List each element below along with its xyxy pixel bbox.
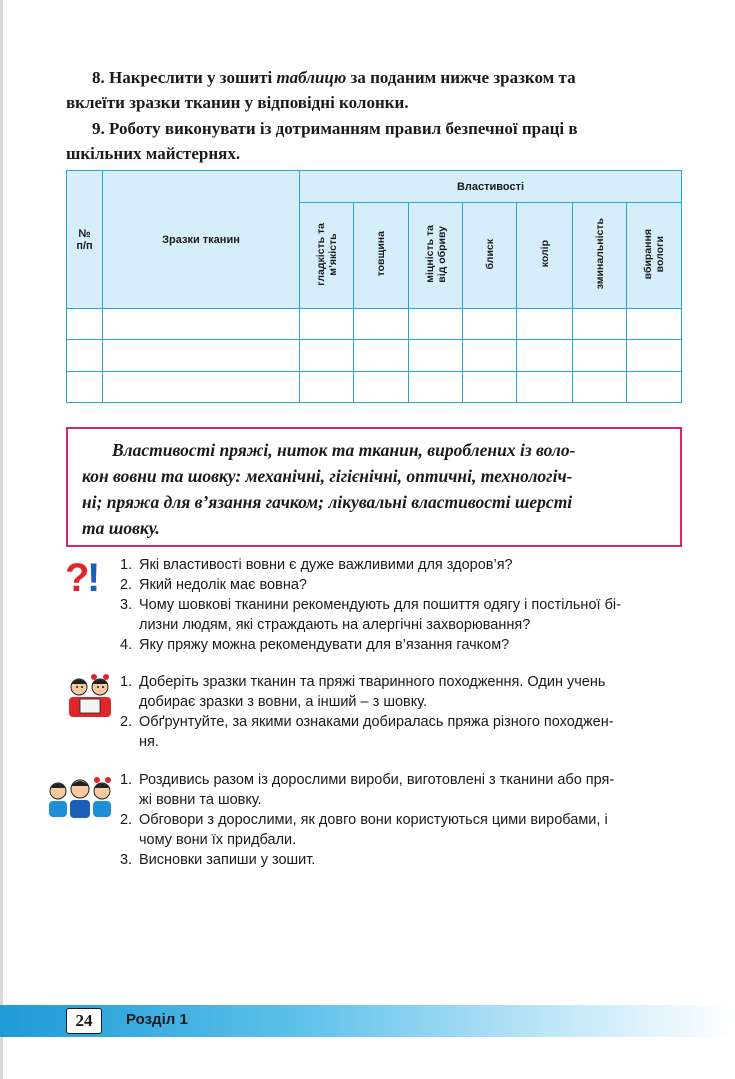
table-body xyxy=(67,309,682,403)
table-row xyxy=(67,309,682,340)
item-text: Яку пряжу можна рекомендувати для в’язання гачком? xyxy=(139,637,510,653)
table-cell xyxy=(627,309,682,340)
item-number: 1. xyxy=(120,557,133,573)
item-text: Чому шовкові тканини рекомендують для пошиття одягу і постільної бі- xyxy=(139,597,621,613)
table-cell xyxy=(354,309,409,340)
table-row xyxy=(67,371,682,402)
property-label: гладкість та м’якість xyxy=(314,222,339,286)
property-label: товщина xyxy=(375,231,387,277)
property-header xyxy=(354,203,409,309)
list-item xyxy=(120,712,690,752)
page-edge xyxy=(0,0,3,1079)
property-label: колір xyxy=(538,240,551,268)
list-item xyxy=(120,595,690,635)
item-text: Обговори з дорослими, як довго вони користуються цими виробами, і xyxy=(139,812,608,828)
item-number: 1. xyxy=(120,674,133,690)
table-cell xyxy=(300,371,354,402)
item-number: 2. xyxy=(120,577,133,593)
item-text: лизни людям, які страждають на алергічні захворювання? xyxy=(139,617,531,633)
review-questions xyxy=(120,555,690,655)
item-text: Який недолік має вовна? xyxy=(139,577,307,593)
property-label: міцність та від обриву xyxy=(423,225,448,283)
table-cell xyxy=(409,309,463,340)
section-label: Розділ 1 xyxy=(126,1011,188,1028)
item-text: Доберіть зразки тканин та пряжі тваринного походження. Один учень xyxy=(139,674,606,690)
list-item xyxy=(120,635,690,655)
list-item xyxy=(120,672,690,712)
property-label: вбирання вологи xyxy=(642,228,667,280)
list-item xyxy=(120,770,690,810)
table-cell xyxy=(354,371,409,402)
instruction-8: 8. Накреслити у зошиті таблицю за поданим нижче зразком та вклеїти зразки тканин у відповідні колонки. xyxy=(66,68,576,112)
item-number: 2. xyxy=(120,714,133,730)
table-cell xyxy=(103,371,300,402)
table-cell xyxy=(300,340,354,371)
property-header xyxy=(627,203,682,309)
item-text: Обґрунтуйте, за якими ознаками добиралась пряжа різного походжен- xyxy=(139,714,614,730)
item-text: Висновки запиши у зошит. xyxy=(139,852,316,868)
table-cell xyxy=(67,371,103,402)
property-header xyxy=(300,203,354,309)
table-cell xyxy=(517,309,573,340)
item-number: 4. xyxy=(120,637,133,653)
item-text: ня. xyxy=(139,734,159,750)
footer-bar xyxy=(0,1005,735,1037)
pair-work-icon xyxy=(66,672,114,722)
item-text: Роздивись разом із дорослими вироби, виготовлені з тканини або пря- xyxy=(139,772,615,788)
list-item xyxy=(120,810,690,850)
property-header xyxy=(517,203,573,309)
table-cell xyxy=(573,309,627,340)
list-item xyxy=(120,575,690,595)
table-cell xyxy=(67,340,103,371)
fabric-properties-table xyxy=(66,170,682,403)
table-cell xyxy=(627,340,682,371)
table-cell xyxy=(409,371,463,402)
table-row xyxy=(67,340,682,371)
page-number: 24 xyxy=(66,1008,102,1034)
item-number: 1. xyxy=(120,772,133,788)
lesson-theme-box: Властивості пряжі, ниток та тканин, вироблених із воло- кон вовни та шовку: механічні, гігієнічні, оптичні, технологіч- ні; пряжа для в’язання гачком; лікувальні властивості шерсті та шовку. xyxy=(66,427,682,547)
list-item xyxy=(120,555,690,575)
question-exclamation-icon xyxy=(63,555,107,597)
table-cell xyxy=(627,371,682,402)
property-header xyxy=(463,203,517,309)
property-header xyxy=(573,203,627,309)
table-cell xyxy=(354,340,409,371)
pair-tasks xyxy=(120,672,690,752)
col-number-header: № п/п xyxy=(67,171,103,309)
table-cell xyxy=(463,371,517,402)
svg-text:!: ! xyxy=(87,556,101,597)
item-text: Які властивості вовни є дуже важливими для здоров’я? xyxy=(139,557,513,573)
property-header xyxy=(409,203,463,309)
table-cell xyxy=(300,309,354,340)
table-cell xyxy=(517,340,573,371)
family-icon xyxy=(46,774,114,820)
table-cell xyxy=(409,340,463,371)
table-cell xyxy=(67,309,103,340)
item-text: чому вони їх придбали. xyxy=(139,832,297,848)
home-tasks xyxy=(120,770,690,870)
property-label: зминальність xyxy=(593,218,606,290)
item-text: добирає зразки з вовни, а інший – з шовку. xyxy=(139,694,428,710)
item-number: 3. xyxy=(120,597,133,613)
table-cell xyxy=(463,340,517,371)
table-cell xyxy=(573,371,627,402)
instruction-9: 9. Роботу виконувати із дотриманням правил безпечної праці в шкільних майстернях. xyxy=(66,119,578,163)
svg-text:?: ? xyxy=(65,556,90,597)
item-text: жі вовни та шовку. xyxy=(139,792,262,808)
list-item xyxy=(120,850,690,870)
item-number: 2. xyxy=(120,812,133,828)
table-cell xyxy=(103,309,300,340)
properties-group-header: Властивості xyxy=(300,171,682,203)
table-cell xyxy=(573,340,627,371)
table-cell xyxy=(517,371,573,402)
property-label: блиск xyxy=(483,238,496,270)
item-number: 3. xyxy=(120,852,133,868)
col-samples-header: Зразки тканин xyxy=(103,171,300,309)
table-cell xyxy=(463,309,517,340)
table-cell xyxy=(103,340,300,371)
